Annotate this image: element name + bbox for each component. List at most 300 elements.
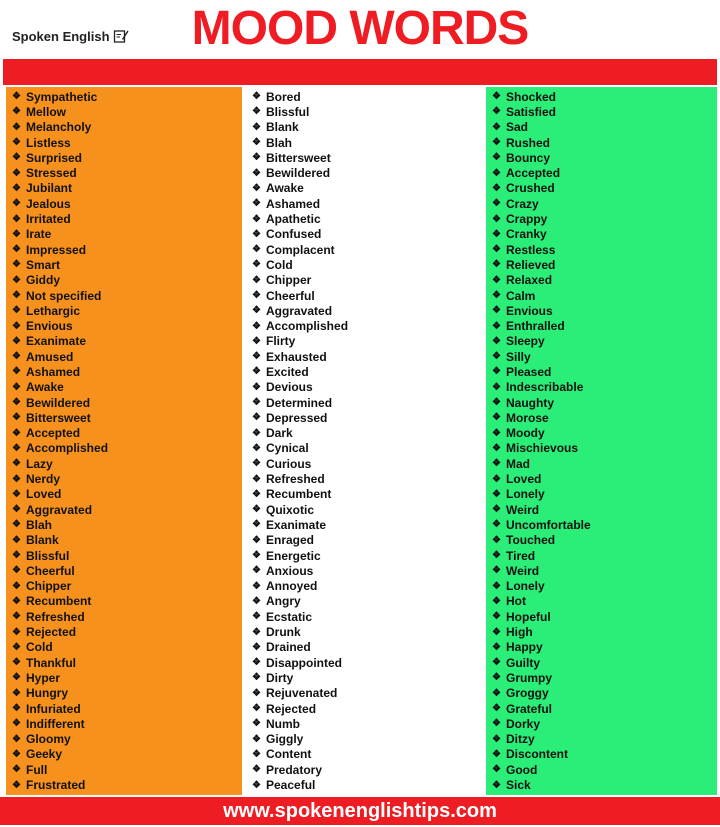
diamond-bullet-icon: ❖ — [492, 106, 501, 118]
list-item — [486, 257, 717, 272]
mood-word: Thankful — [26, 655, 76, 670]
mood-word: Bewildered — [266, 166, 331, 181]
list-item — [6, 165, 242, 180]
mood-word: Exanimate — [266, 517, 327, 532]
mood-word: Cheerful — [26, 563, 75, 578]
diamond-bullet-icon: ❖ — [12, 274, 21, 286]
mood-word: Gloomy — [26, 732, 71, 747]
diamond-bullet-icon: ❖ — [252, 152, 261, 164]
mood-word: Accomplished — [26, 441, 109, 456]
mood-word: Recumbent — [266, 487, 332, 502]
diamond-bullet-icon: ❖ — [252, 290, 261, 301]
diamond-bullet-icon: ❖ — [12, 595, 21, 607]
diamond-bullet-icon: ❖ — [492, 779, 501, 791]
diamond-bullet-icon: ❖ — [252, 458, 261, 470]
diamond-bullet-icon: ❖ — [12, 290, 21, 301]
diamond-bullet-icon: ❖ — [12, 198, 21, 210]
mood-word: Mischievous — [506, 441, 579, 456]
list-item — [6, 579, 242, 594]
mood-word: Mad — [506, 456, 530, 471]
diamond-bullet-icon: ❖ — [12, 259, 21, 271]
list-item — [246, 762, 482, 777]
mood-word: Morose — [506, 410, 549, 425]
diamond-bullet-icon: ❖ — [12, 351, 21, 363]
mood-word: Happy — [506, 640, 543, 655]
list-item — [246, 716, 482, 731]
mood-word: Irritated — [26, 212, 71, 227]
mood-word: Uncomfortable — [506, 517, 591, 532]
mood-word: Envious — [26, 319, 73, 334]
diamond-bullet-icon: ❖ — [492, 687, 501, 699]
list-item — [486, 318, 717, 333]
diamond-bullet-icon: ❖ — [492, 290, 501, 301]
mood-word: Geeky — [26, 747, 63, 762]
mood-word: Crazy — [506, 196, 539, 211]
list-item — [6, 380, 242, 395]
diamond-bullet-icon: ❖ — [492, 366, 501, 378]
mood-word: Surprised — [26, 150, 83, 165]
list-item — [486, 89, 717, 104]
list-item — [6, 716, 242, 731]
diamond-bullet-icon: ❖ — [252, 182, 261, 194]
list-item — [6, 655, 242, 670]
list-item — [6, 196, 242, 211]
mood-word: Mellow — [26, 104, 67, 119]
list-item — [6, 502, 242, 517]
list-item — [486, 288, 717, 303]
diamond-bullet-icon: ❖ — [492, 595, 501, 607]
diamond-bullet-icon: ❖ — [492, 198, 501, 210]
list-item — [6, 471, 242, 486]
diamond-bullet-icon: ❖ — [252, 703, 261, 715]
list-item — [486, 104, 717, 119]
mood-word: Groggy — [506, 686, 549, 701]
mood-word: Restless — [506, 242, 556, 257]
mood-word: Loved — [506, 472, 542, 487]
list-item — [246, 624, 482, 639]
diamond-bullet-icon: ❖ — [12, 244, 21, 256]
diamond-bullet-icon: ❖ — [12, 228, 21, 240]
mood-word: Angry — [266, 594, 301, 609]
diamond-bullet-icon: ❖ — [252, 442, 261, 454]
list-item — [486, 273, 717, 288]
diamond-bullet-icon: ❖ — [492, 228, 501, 240]
diamond-bullet-icon: ❖ — [252, 412, 261, 424]
diamond-bullet-icon: ❖ — [252, 335, 261, 347]
mood-word: Accomplished — [266, 319, 349, 334]
list-item — [6, 410, 242, 425]
list-item — [486, 364, 717, 379]
diamond-bullet-icon: ❖ — [12, 137, 21, 149]
diamond-bullet-icon: ❖ — [492, 748, 501, 760]
list-item — [486, 777, 717, 792]
list-item — [6, 563, 242, 578]
list-item — [486, 303, 717, 318]
list-item — [6, 456, 242, 471]
diamond-bullet-icon: ❖ — [492, 733, 501, 745]
diamond-bullet-icon: ❖ — [12, 320, 21, 332]
mood-word: Aggravated — [266, 303, 333, 318]
diamond-bullet-icon: ❖ — [12, 366, 21, 378]
diamond-bullet-icon: ❖ — [492, 259, 501, 271]
mood-word: Disappointed — [266, 655, 343, 670]
mood-word: Blissful — [266, 104, 310, 119]
list-item — [486, 502, 717, 517]
diamond-bullet-icon: ❖ — [252, 305, 261, 317]
mood-word: Dirty — [266, 670, 294, 685]
diamond-bullet-icon: ❖ — [12, 397, 21, 409]
list-item — [486, 594, 717, 609]
diamond-bullet-icon: ❖ — [12, 764, 21, 776]
diamond-bullet-icon: ❖ — [252, 427, 261, 439]
mood-word: Moody — [506, 426, 545, 441]
diamond-bullet-icon: ❖ — [12, 488, 21, 500]
diamond-bullet-icon: ❖ — [12, 335, 21, 347]
diamond-bullet-icon: ❖ — [12, 213, 21, 225]
diamond-bullet-icon: ❖ — [492, 703, 501, 715]
mood-word: Numb — [266, 716, 300, 731]
diamond-bullet-icon: ❖ — [252, 718, 261, 730]
mood-word: Bittersweet — [26, 410, 91, 425]
word-column-left — [6, 87, 242, 795]
diamond-bullet-icon: ❖ — [252, 381, 261, 393]
mood-word: Apathetic — [266, 212, 321, 227]
list-item — [6, 686, 242, 701]
mood-word: Determined — [266, 395, 333, 410]
diamond-bullet-icon: ❖ — [12, 442, 21, 454]
list-item — [6, 762, 242, 777]
mood-word: Melancholy — [26, 120, 92, 135]
mood-word: Accepted — [26, 426, 81, 441]
diamond-bullet-icon: ❖ — [12, 412, 21, 424]
diamond-bullet-icon: ❖ — [12, 611, 21, 623]
mood-word: Recumbent — [26, 594, 92, 609]
diamond-bullet-icon: ❖ — [492, 397, 501, 409]
list-item — [486, 762, 717, 777]
mood-word: Indifferent — [26, 716, 85, 731]
list-item — [486, 334, 717, 349]
list-item — [486, 426, 717, 441]
diamond-bullet-icon: ❖ — [12, 504, 21, 516]
mood-word: Giddy — [26, 273, 61, 288]
list-item — [486, 747, 717, 762]
list-item — [6, 334, 242, 349]
list-item — [486, 135, 717, 150]
mood-word: Refreshed — [266, 472, 325, 487]
list-item — [486, 487, 717, 502]
mood-word: Hot — [506, 594, 526, 609]
diamond-bullet-icon: ❖ — [252, 198, 261, 210]
diamond-bullet-icon: ❖ — [252, 580, 261, 592]
list-item — [6, 747, 242, 762]
mood-word: Cheerful — [266, 288, 315, 303]
list-item — [6, 609, 242, 624]
diamond-bullet-icon: ❖ — [492, 442, 501, 454]
list-item — [6, 731, 242, 746]
mood-word: Ashamed — [266, 196, 321, 211]
mood-word: Nerdy — [26, 472, 61, 487]
mood-word: Relaxed — [506, 273, 553, 288]
list-item — [486, 395, 717, 410]
diamond-bullet-icon: ❖ — [12, 672, 21, 684]
mood-word: Drunk — [266, 625, 301, 640]
list-item — [6, 257, 242, 272]
diamond-bullet-icon: ❖ — [492, 718, 501, 730]
diamond-bullet-icon: ❖ — [252, 244, 261, 256]
diamond-bullet-icon: ❖ — [252, 764, 261, 776]
watermark — [442, 270, 462, 590]
diamond-bullet-icon: ❖ — [12, 152, 21, 164]
mood-word: Infuriated — [26, 701, 81, 716]
diamond-bullet-icon: ❖ — [492, 381, 501, 393]
mood-word: Jubilant — [26, 181, 73, 196]
list-item — [486, 181, 717, 196]
list-item — [6, 181, 242, 196]
diamond-bullet-icon: ❖ — [12, 182, 21, 194]
list-item — [486, 624, 717, 639]
mood-word: High — [506, 625, 533, 640]
list-item — [246, 731, 482, 746]
list-item — [246, 701, 482, 716]
diamond-bullet-icon: ❖ — [492, 91, 501, 103]
mood-word: Naughty — [506, 395, 554, 410]
list-item — [486, 640, 717, 655]
mood-word: Blah — [266, 135, 293, 150]
diamond-bullet-icon: ❖ — [12, 167, 21, 179]
mood-word: Guilty — [506, 655, 541, 670]
diamond-bullet-icon: ❖ — [492, 427, 501, 439]
diamond-bullet-icon: ❖ — [12, 91, 21, 103]
mood-word: Loved — [26, 487, 62, 502]
diamond-bullet-icon: ❖ — [12, 641, 21, 653]
list-item — [6, 242, 242, 257]
mood-word: Chipper — [266, 273, 312, 288]
diamond-bullet-icon: ❖ — [492, 305, 501, 317]
diamond-bullet-icon: ❖ — [252, 121, 261, 133]
mood-word: Curious — [266, 456, 312, 471]
mood-word: Content — [266, 747, 312, 762]
list-item — [246, 89, 482, 104]
list-item — [486, 686, 717, 701]
mood-word: Irate — [26, 227, 52, 242]
list-item — [246, 242, 482, 257]
diamond-bullet-icon: ❖ — [492, 137, 501, 149]
mood-word: Giggly — [266, 732, 304, 747]
diamond-bullet-icon: ❖ — [492, 152, 501, 164]
mood-word: Crushed — [506, 181, 555, 196]
list-item — [246, 181, 482, 196]
title-divider-bar — [3, 59, 717, 85]
mood-word: Sleepy — [506, 334, 545, 349]
diamond-bullet-icon: ❖ — [252, 550, 261, 562]
mood-word: Confused — [266, 227, 322, 242]
word-columns — [0, 87, 720, 795]
mood-word: Cold — [26, 640, 53, 655]
list-item — [246, 165, 482, 180]
mood-word: Rejuvenated — [266, 686, 338, 701]
mood-word: Blissful — [26, 548, 70, 563]
list-item — [6, 594, 242, 609]
diamond-bullet-icon: ❖ — [252, 733, 261, 745]
diamond-bullet-icon: ❖ — [492, 473, 501, 485]
diamond-bullet-icon: ❖ — [12, 718, 21, 730]
list-item — [486, 242, 717, 257]
diamond-bullet-icon: ❖ — [492, 167, 501, 179]
list-item — [486, 380, 717, 395]
diamond-bullet-icon: ❖ — [252, 565, 261, 577]
mood-word: Exhausted — [266, 349, 327, 364]
word-column-right — [486, 87, 717, 795]
list-item — [6, 441, 242, 456]
mood-word: Weird — [506, 563, 540, 578]
list-item — [6, 211, 242, 226]
list-item — [246, 135, 482, 150]
diamond-bullet-icon: ❖ — [492, 320, 501, 332]
mood-word: Rejected — [266, 701, 317, 716]
mood-word: Quixotic — [266, 502, 315, 517]
mood-word: Cynical — [266, 441, 309, 456]
mood-word: Sympathetic — [26, 89, 98, 104]
diamond-bullet-icon: ❖ — [252, 534, 261, 546]
mood-word: Sad — [506, 120, 529, 135]
mood-word: Grumpy — [506, 670, 553, 685]
diamond-bullet-icon: ❖ — [12, 427, 21, 439]
mood-word: Blank — [266, 120, 299, 135]
diamond-bullet-icon: ❖ — [252, 213, 261, 225]
list-item — [6, 364, 242, 379]
diamond-bullet-icon: ❖ — [252, 504, 261, 516]
diamond-bullet-icon: ❖ — [252, 779, 261, 791]
diamond-bullet-icon: ❖ — [492, 641, 501, 653]
list-item — [486, 563, 717, 578]
diamond-bullet-icon: ❖ — [252, 641, 261, 653]
header — [0, 0, 720, 58]
mood-word: Hungry — [26, 686, 68, 701]
mood-word: Stressed — [26, 166, 77, 181]
diamond-bullet-icon: ❖ — [252, 519, 261, 531]
diamond-bullet-icon: ❖ — [252, 91, 261, 103]
mood-word: Touched — [506, 533, 556, 548]
list-item — [486, 196, 717, 211]
diamond-bullet-icon: ❖ — [492, 764, 501, 776]
list-item — [6, 777, 242, 792]
mood-word: Awake — [26, 380, 64, 395]
footer-bar — [0, 797, 720, 825]
diamond-bullet-icon: ❖ — [492, 534, 501, 546]
list-item — [6, 150, 242, 165]
mood-word: Peaceful — [266, 778, 316, 792]
list-item — [6, 89, 242, 104]
list-item — [246, 196, 482, 211]
diamond-bullet-icon: ❖ — [252, 106, 261, 118]
mood-word: Chipper — [26, 579, 72, 594]
diamond-bullet-icon: ❖ — [12, 550, 21, 562]
diamond-bullet-icon: ❖ — [12, 703, 21, 715]
diamond-bullet-icon: ❖ — [252, 137, 261, 149]
diamond-bullet-icon: ❖ — [252, 274, 261, 286]
diamond-bullet-icon: ❖ — [492, 611, 501, 623]
mood-word: Rejected — [26, 625, 77, 640]
diamond-bullet-icon: ❖ — [492, 335, 501, 347]
mood-word: Bewildered — [26, 395, 91, 410]
diamond-bullet-icon: ❖ — [12, 748, 21, 760]
mood-word: Lonely — [506, 487, 545, 502]
diamond-bullet-icon: ❖ — [12, 121, 21, 133]
mood-word: Ecstatic — [266, 609, 313, 624]
list-item — [486, 410, 717, 425]
list-item — [486, 517, 717, 532]
diamond-bullet-icon: ❖ — [252, 320, 261, 332]
mood-word: Devious — [266, 380, 313, 395]
diamond-bullet-icon: ❖ — [252, 672, 261, 684]
mood-word: Tired — [506, 548, 536, 563]
list-item — [6, 517, 242, 532]
diamond-bullet-icon: ❖ — [12, 687, 21, 699]
mood-word: Blank — [26, 533, 59, 548]
list-item — [246, 211, 482, 226]
list-item — [486, 579, 717, 594]
diamond-bullet-icon: ❖ — [252, 657, 261, 669]
mood-word: Sick — [506, 778, 531, 792]
list-item — [6, 701, 242, 716]
diamond-bullet-icon: ❖ — [252, 488, 261, 500]
mood-word: Lethargic — [26, 303, 81, 318]
mood-word: Bittersweet — [266, 150, 331, 165]
mood-word: Awake — [266, 181, 304, 196]
mood-word: Ashamed — [26, 364, 81, 379]
footer-url-link[interactable]: www.spokenenglishtips.com — [223, 800, 497, 822]
list-item — [486, 150, 717, 165]
list-item — [6, 120, 242, 135]
diamond-bullet-icon: ❖ — [252, 748, 261, 760]
diamond-bullet-icon: ❖ — [492, 550, 501, 562]
list-item — [246, 227, 482, 242]
mood-word: Blah — [26, 517, 53, 532]
list-item — [486, 655, 717, 670]
list-item — [486, 441, 717, 456]
diamond-bullet-icon: ❖ — [12, 534, 21, 546]
diamond-bullet-icon: ❖ — [492, 565, 501, 577]
diamond-bullet-icon: ❖ — [12, 458, 21, 470]
list-item — [6, 426, 242, 441]
diamond-bullet-icon: ❖ — [492, 672, 501, 684]
list-item — [246, 686, 482, 701]
mood-word: Grateful — [506, 701, 553, 716]
mood-word: Drained — [266, 640, 311, 655]
mood-word: Impressed — [26, 242, 87, 257]
list-item — [6, 395, 242, 410]
mood-word: Not specified — [26, 288, 102, 303]
diamond-bullet-icon: ❖ — [252, 397, 261, 409]
mood-word: Indescribable — [506, 380, 584, 395]
list-item — [6, 104, 242, 119]
diamond-bullet-icon: ❖ — [12, 305, 21, 317]
list-item — [246, 150, 482, 165]
diamond-bullet-icon: ❖ — [12, 381, 21, 393]
diamond-bullet-icon: ❖ — [252, 626, 261, 638]
mood-word: Relieved — [506, 257, 556, 272]
list-item — [486, 609, 717, 624]
list-item — [246, 777, 482, 792]
diamond-bullet-icon: ❖ — [492, 412, 501, 424]
list-item — [246, 670, 482, 685]
mood-word: Depressed — [266, 410, 328, 425]
mood-word: Predatory — [266, 762, 323, 777]
list-item — [246, 104, 482, 119]
diamond-bullet-icon: ❖ — [252, 167, 261, 179]
list-item — [486, 548, 717, 563]
diamond-bullet-icon: ❖ — [12, 565, 21, 577]
